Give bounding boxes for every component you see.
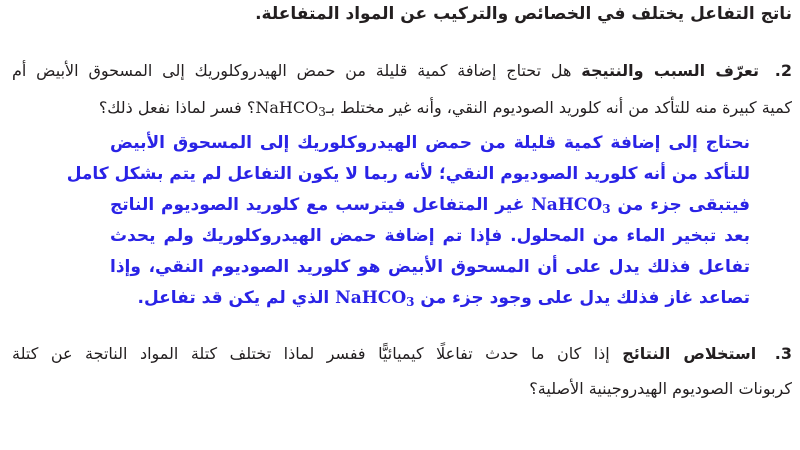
question-3-line-2: كربونات الصوديوم الهيدروجينية الأصلية؟ xyxy=(529,379,792,398)
question-2-number: 2. xyxy=(774,61,793,80)
question-2-line-1 xyxy=(12,56,792,85)
answer-line-3 xyxy=(110,190,750,221)
question-2-text-2: كمية كبيرة منه للتأكد من أنه كلوريد الصوديوم النقي، وأنه غير مختلط بـ xyxy=(325,98,792,117)
answer-line-4: بعد تبخير الماء من المحلول. فإذا تم إضافة حمض الهيدروكلوريك ولم يحدث xyxy=(110,226,750,246)
question-3 xyxy=(12,339,792,403)
answer-line-6-start: تصاعد غاز فذلك يدل على وجود جزء من xyxy=(420,288,750,308)
answer-line-6-end: الذي لم يكن قد تفاعل. xyxy=(137,288,330,308)
answer-line-6 xyxy=(110,283,750,314)
answer-formula-1: NaHCO$_3$ xyxy=(531,195,611,216)
question-2-text-1: هل تحتاج إضافة كمية قليلة من حمض الهيدروكلوريك إلى المسحوق الأبيض أم xyxy=(12,61,572,80)
question-2-text-3: ؟ فسر لماذا نفعل ذلك؟ xyxy=(98,98,256,117)
answer-line-3-start: فيتبقى جزء من xyxy=(617,195,751,215)
answer-line-1: نحتاج إلى إضافة كمية قليلة من حمض الهيدروكلوريك إلى المسحوق الأبيض xyxy=(110,133,750,153)
question-2-line-2 xyxy=(12,93,792,122)
question-3-text-1: إذا كان ما حدث تفاعلًا كيميائيًّا ففسر لماذا تختلف كتلة المواد الناتجة عن كتلة xyxy=(12,344,610,363)
question-2 xyxy=(12,56,792,122)
answer-line-3-end: غير المتفاعل فيترسب مع كلوريد الصوديوم الناتج xyxy=(110,195,525,215)
question-3-number: 3. xyxy=(774,344,793,363)
question-3-label: استخلاص النتائج xyxy=(622,344,757,363)
answer-line-2: للتأكد من أنه كلوريد الصوديوم النقي؛ لأنه ربما لا يكون التفاعل لم يتم بشكل كامل xyxy=(66,164,750,184)
handwritten-answer xyxy=(66,128,751,314)
question-3-line-1 xyxy=(12,339,792,368)
question-2-label: تعرّف السبب والنتيجة xyxy=(581,61,759,80)
previous-answer-line: ناتج التفاعل يختلف في الخصائص والتركيب عن المواد المتفاعلة. xyxy=(255,4,792,24)
answer-formula-2: NaHCO$_3$ xyxy=(335,288,415,309)
answer-line-5: تفاعل فذلك يدل على أن المسحوق الأبيض هو كلوريد الصوديوم النقي، وإذا xyxy=(110,257,750,277)
question-2-formula: NaHCO$_3$ xyxy=(255,98,326,119)
